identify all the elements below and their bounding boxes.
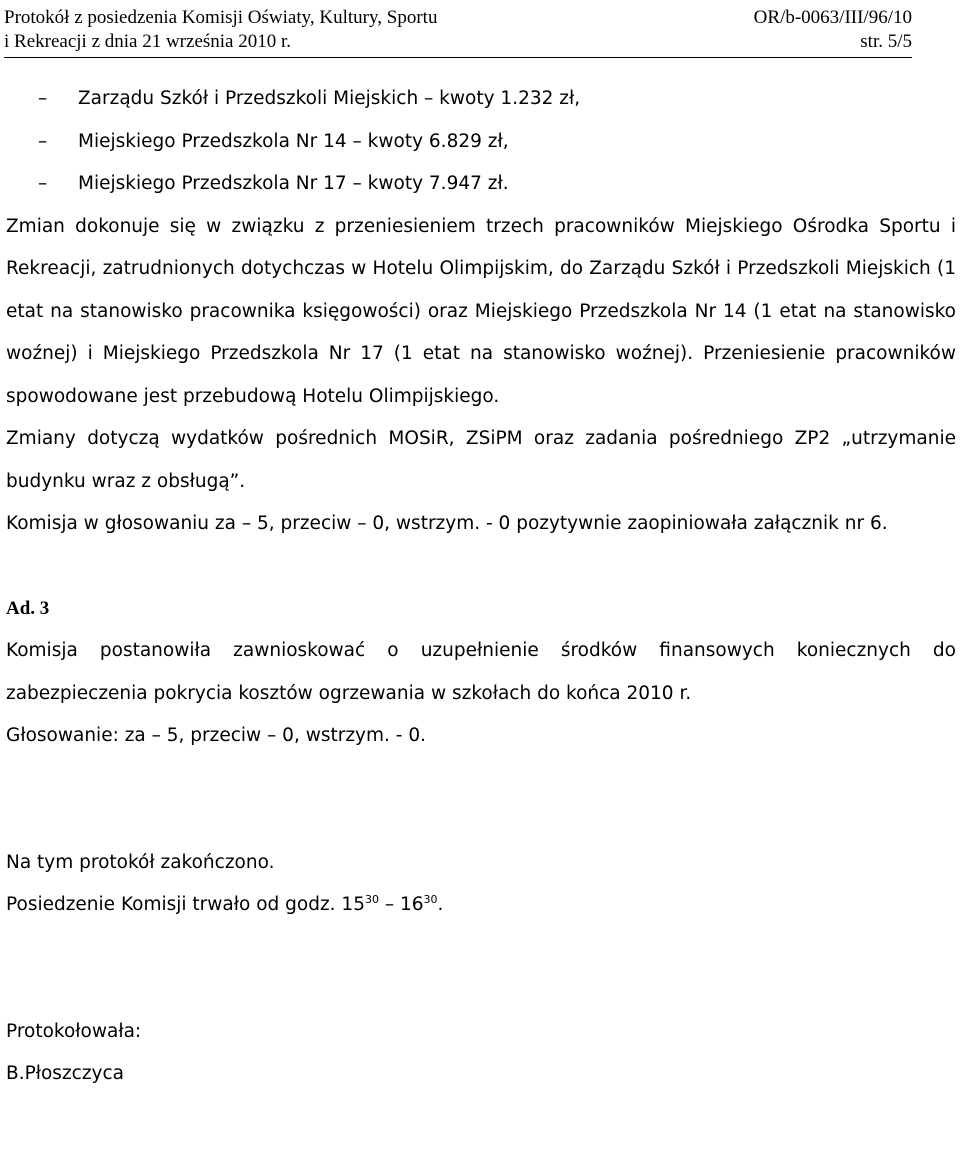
list-item — [6, 78, 956, 121]
header-title: Protokół z posiedzenia Komisji Oświaty, Kultury, Sportu — [4, 7, 438, 28]
paragraph-changes-scope: Zmiany dotyczą wydatków pośrednich MOSiR, ZSiPM oraz zadania pośredniego ZP2 „utrzymanie budynku wraz z obsługą”. — [6, 428, 956, 492]
duration-separator: – 16 — [378, 894, 424, 915]
paragraph-vote-result: Komisja w głosowaniu za – 5, przeciw – 0, wstrzym. - 0 pozytywnie zaopiniowała załącznik nr 6. — [6, 513, 888, 534]
closing-statement: Na tym protokół zakończono. — [6, 851, 275, 873]
paragraph-changes-reason: Zmian dokonuje się w związku z przeniesieniem trzech pracowników Miejskiego Ośrodka Sportu i Rekreacji, zatrudnionych dotychczas w Hotelu Olimpijskim, do Zarządu Szkół i Przedszkoli Miejskich (1 etat na stanowisko pracownika księgowości) oraz Miejskiego Przedszkola Nr 14 (1 etat na stanowisko woźnej) i Miejskiego Przedszkola Nr 17 (1 etat na stanowisko woźnej). Przeniesienie pracowników spowodowane jest przebudową Hotelu Olimpijskiego. — [6, 215, 956, 407]
document-body — [6, 78, 956, 1096]
recorder-label: Protokołowała: — [6, 1020, 142, 1042]
page-header — [4, 6, 912, 58]
header-row-1 — [4, 6, 912, 30]
meeting-duration — [6, 884, 956, 927]
list-item-text: Miejskiego Przedszkola Nr 17 – kwoty 7.947 zł. — [78, 173, 509, 194]
end-minutes: 30 — [423, 892, 438, 906]
paragraph-vote: Głosowanie: za – 5, przeciw – 0, wstrzym. - 0. — [6, 725, 426, 746]
list-dash: – — [38, 88, 48, 109]
paragraph-motion: Komisja postanowiła zawnioskować o uzupełnienie środków finansowych koniecznych do zabezpieczenia pokrycia kosztów ogrzewania w szkołach do końca 2010 r. — [6, 640, 956, 704]
duration-end: . — [437, 894, 444, 915]
duration-text: Posiedzenie Komisji trwało od godz. 15 — [6, 894, 365, 915]
start-minutes: 30 — [364, 892, 379, 906]
list-dash: – — [38, 130, 48, 152]
document-reference: OR/b-0063/III/96/10 — [753, 7, 912, 28]
list-dash: – — [38, 173, 48, 194]
list-item-text: Zarządu Szkół i Przedszkoli Miejskich – kwoty 1.232 zł, — [78, 88, 581, 109]
header-row-2 — [4, 30, 912, 54]
list-item — [6, 121, 956, 164]
header-subtitle: i Rekreacji z dnia 21 września 2010 r. — [4, 31, 292, 52]
page-number: str. 5/5 — [860, 31, 912, 52]
recorder-name: B.Płoszczyca — [6, 1063, 124, 1084]
list-item — [6, 163, 956, 206]
section-heading-ad3: Ad. 3 — [6, 597, 50, 619]
list-item-text: Miejskiego Przedszkola Nr 14 – kwoty 6.829 zł, — [78, 130, 509, 152]
